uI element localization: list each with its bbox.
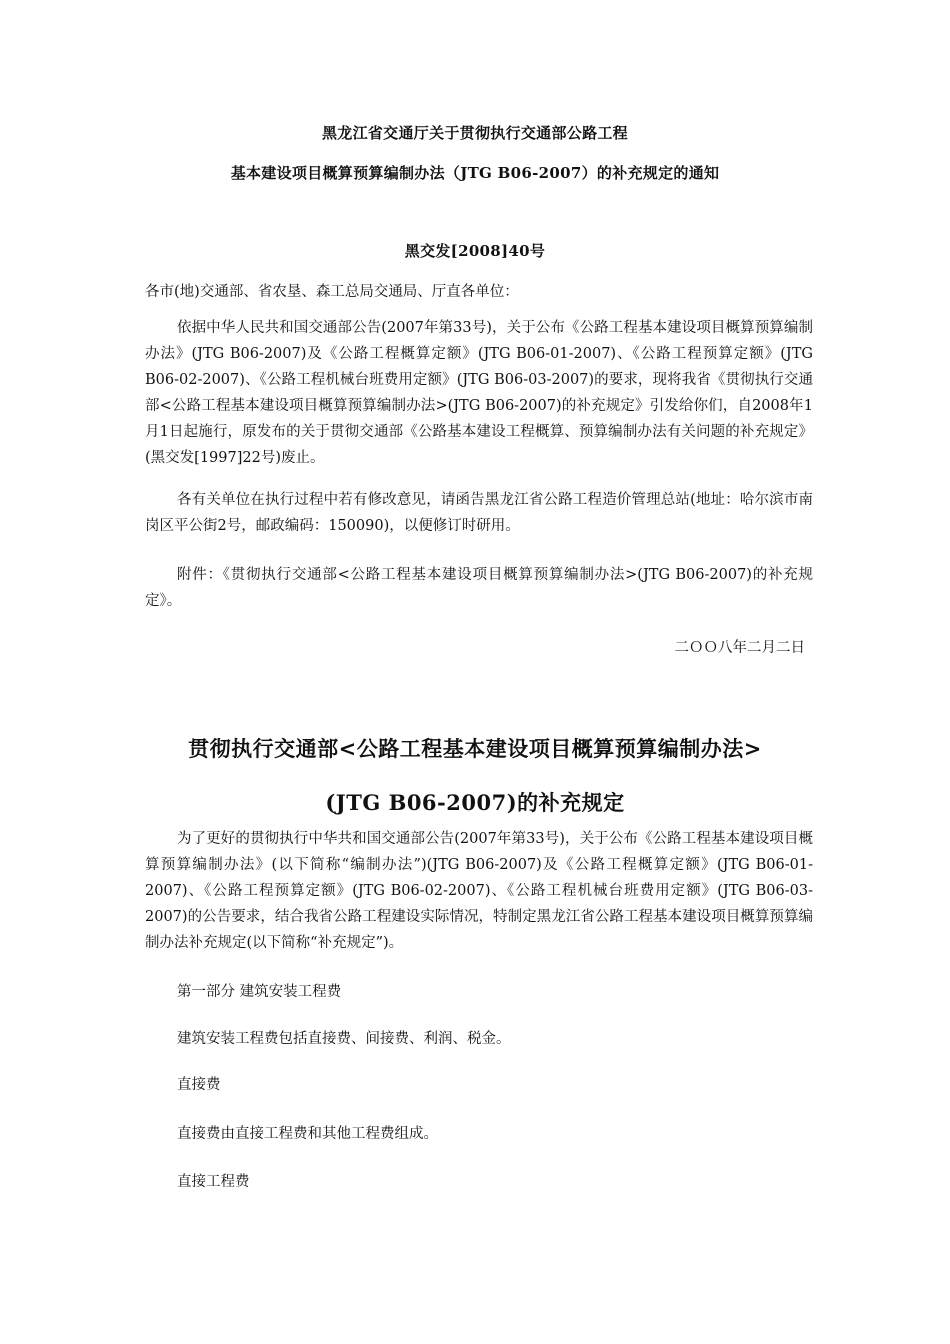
notice-paragraph-1: 依据中华人民共和国交通部公告(2007年第33号)，关于公布《公路工程基本建设项目概算预算编制办法》(JTG B06-2007)及《公路工程概算定额》(JTG B06-01-2007)、《公路工程预算定额》(JTG B06-02-2007)、《公路工程机械台班费用定额》(JTG B06-03-2007)的要求，现将我省《贯彻执行交通部<公路工程基本建设项目概算预算编制办法>(JTG B06-2007)的补充规定》引发给你们，自2008年1月1日起施行，原发布的关于贯彻交通部《公路基本建设工程概算、预算编制办法有关问题的补充规定》(黑交发[1997]22号)废止。 [145, 320, 813, 466]
supplement-intro: 为了更好的贯彻执行中华共和国交通部公告(2007年第33号)，关于公布《公路工程基本建设项目概算预算编制办法》(以下简称“编制办法”)(JTG B06-2007)及《公路工程概算定额》(JTG B06-01-2007)、《公路工程预算定额》(JTG B06-02-2007)、《公路工程机械台班费用定额》(JTG B06-03-2007)的公告要求，结合我省公路工程建设实际情况，特制定黑龙江省公路工程基本建设项目概算预算编制办法补充规定(以下简称“补充规定”)。 [145, 831, 813, 951]
notice-paragraph-attachment: 附件：《贯彻执行交通部<公路工程基本建设项目概算预算编制办法>(JTG B06-2007)的补充规定》。 [145, 567, 813, 609]
notice-title-line1: 黑龙江省交通厅关于贯彻执行交通部公路工程 [321, 124, 628, 142]
notice-title-line2: 基本建设项目概算预算编制办法（JTG B06-2007）的补充规定的通知 [230, 164, 720, 182]
supplement-title-line2: (JTG B06-2007)的补充规定 [325, 790, 625, 815]
body-line-1: 建筑安装工程费包括直接费、间接费、利润、税金。 [177, 1031, 511, 1047]
doc-number: 黑交发[2008]40号 [404, 242, 546, 260]
body-line-2: 直接费 [177, 1077, 221, 1093]
section-heading: 第一部分 建筑安装工程费 [177, 984, 342, 1000]
body-line-4: 直接工程费 [177, 1174, 250, 1190]
notice-paragraph-2: 各有关单位在执行过程中若有修改意见，请函告黑龙江省公路工程造价管理总站(地址：哈尔滨市南岗区平公街2号，邮政编码：150090)，以便修订时研用。 [145, 492, 813, 534]
notice-date: 二ＯＯ八年二月二日 [674, 640, 805, 656]
addressee: 各市(地)交通部、省农垦、森工总局交通局、厅直各单位： [145, 284, 519, 300]
body-line-3: 直接费由直接工程费和其他工程费组成。 [177, 1126, 438, 1142]
supplement-title-line1: 贯彻执行交通部<公路工程基本建设项目概算预算编制办法> [188, 736, 762, 761]
